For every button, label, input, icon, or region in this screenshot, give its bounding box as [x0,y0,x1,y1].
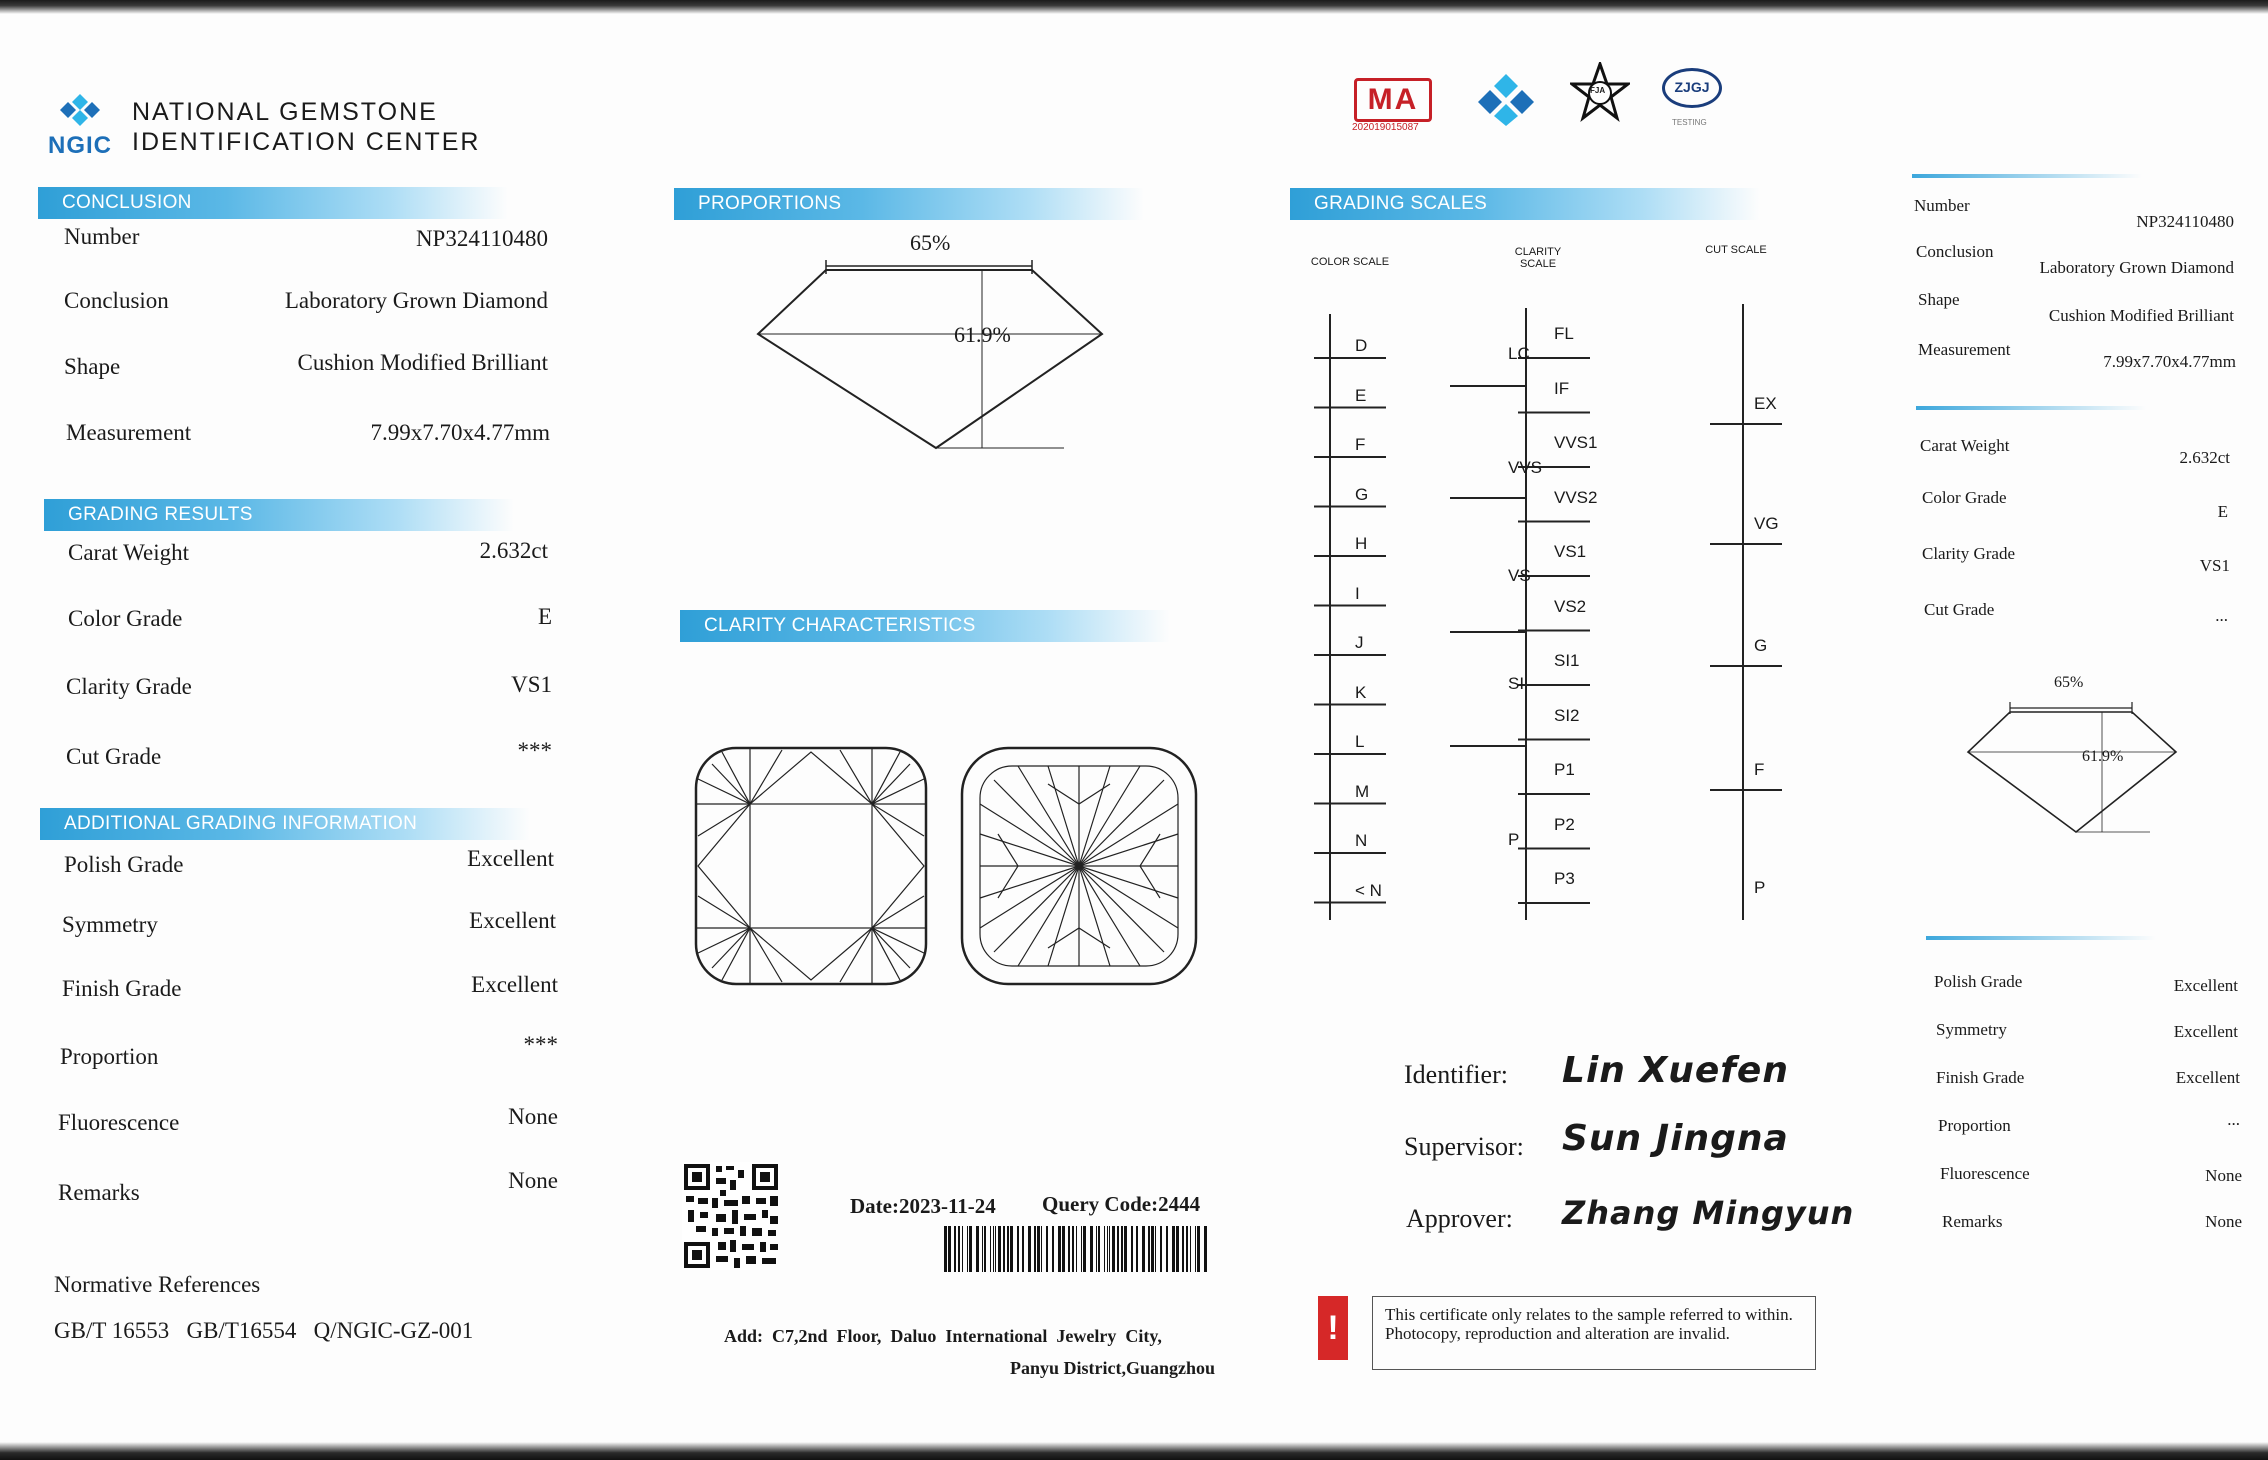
summary-value-fluorescence: None [2205,1166,2242,1185]
summary-label-fluorescence: Fluorescence [1940,1164,2030,1183]
cut-grade-value: *** [517,738,552,763]
approver-signature: Zhang Mingyun [1562,1194,1855,1232]
page-edge-bottom [0,1442,2268,1460]
barcode-bar [1142,1226,1145,1272]
clarity-grade-label: P1 [1554,760,1575,779]
summary-rule-2 [1916,406,2146,410]
remarks-value: None [508,1168,558,1193]
approver-label: Approver: [1406,1204,1513,1233]
color-grade-label: N [1355,831,1368,850]
color-grade-label: G [1355,484,1369,504]
conclusion-label-shape: Shape [64,354,121,379]
barcode-bar [982,1226,983,1272]
fja-text: FJA [1590,86,1606,95]
barcode-bar [1098,1226,1100,1272]
summary-label-remarks: Remarks [1942,1212,2003,1231]
proportion-value: *** [523,1032,558,1057]
conclusion-label-number: Number [64,224,140,249]
clarity-group-label: SI [1508,674,1525,693]
polish-grade-label: Polish Grade [64,852,184,877]
summary-value-shape: Cushion Modified Brilliant [2048,306,2234,325]
identifier-label: Identifier: [1404,1060,1508,1089]
conclusion-label-measurement: Measurement [66,420,192,445]
barcode-bar [1148,1226,1150,1272]
summary-label-carat-weight: Carat Weight [1920,436,2010,455]
color-grade-label: < N [1355,880,1382,900]
barcode-bar [1176,1226,1179,1272]
fluorescence-label: Fluorescence [58,1110,180,1135]
address-line2: Panyu District,Guangzhou [1010,1358,1216,1378]
identifier-signature: Lin Xuefen [1562,1050,1789,1091]
clarity-grade-label: Clarity Grade [66,674,192,699]
conclusion-label-conclusion: Conclusion [64,288,169,313]
summary-value-polish-grade: Excellent [2173,976,2238,995]
finish-grade-label: Finish Grade [62,976,182,1001]
barcode-bar [1017,1226,1019,1272]
summary-label-polish-grade: Polish Grade [1934,972,2023,991]
barcode-bar [1151,1226,1154,1272]
color-grade-label: Color Grade [68,606,183,631]
cut-grade-label: P [1754,878,1766,897]
barcode-bar [1166,1226,1168,1272]
color-grade-label: D [1355,336,1368,355]
barcode-bar [1058,1226,1061,1272]
cut-grade-label: VG [1754,514,1779,533]
clarity-scale-title: CLARITY SCALE [1514,246,1562,270]
barcode-bar [1034,1226,1036,1272]
clarity-grade-label: FL [1554,324,1574,343]
cma-number: 202019015087 [1352,122,1419,133]
barcode-bar [967,1226,968,1272]
barcode-bar [976,1226,979,1272]
cut-scale-title: CUT SCALE [1705,244,1767,256]
color-grade-label: M [1355,781,1370,801]
barcode-bar [984,1226,986,1272]
summary-value-clarity-grade: VS1 [2199,556,2230,575]
cma-text: MA [1367,83,1419,116]
barcode-bar [1204,1226,1207,1272]
barcode-bar [962,1226,963,1272]
barcode-bar [1083,1226,1086,1272]
summary-label-conclusion: Conclusion [1916,242,1994,261]
barcode-bar [1010,1226,1013,1272]
barcode-bar [954,1226,956,1272]
additional-banner: ADDITIONAL GRADING INFORMATION [40,808,530,840]
clarity-characteristics-banner: CLARITY CHARACTERISTICS [680,610,1170,642]
polish-grade-value: Excellent [467,846,554,871]
summary-label-proportion: Proportion [1938,1116,2011,1135]
barcode-bar [1052,1226,1054,1272]
summary-label-symmetry: Symmetry [1936,1020,2007,1039]
summary-label-measurement: Measurement [1918,340,2011,359]
summary-value-number: NP324110480 [2136,212,2234,231]
barcode-bar [1131,1226,1133,1272]
barcode-bar [1160,1226,1162,1272]
logo-text: NGIC [48,132,112,159]
summary-value-conclusion: Laboratory Grown Diamond [2039,258,2234,277]
clarity-grade-label: VS1 [1554,542,1587,561]
summary-value-finish-grade: Excellent [2175,1068,2240,1087]
grading-results-banner: GRADING RESULTS [44,499,514,531]
barcode-bar [1007,1226,1009,1272]
warning-icon: ! [1318,1296,1348,1360]
fluorescence-value: None [508,1104,558,1129]
color-grade-label: J [1355,633,1364,652]
remarks-label: Remarks [58,1180,140,1205]
org-name-line1: NATIONAL GEMSTONE [132,98,438,126]
summary-proportions-diagram [1960,690,2190,836]
clarity-group-label: VVS [1508,458,1543,477]
barcode-bar [1068,1226,1070,1272]
barcode-bar [958,1226,960,1272]
barcode-bar [1062,1226,1065,1272]
barcode-bar [1090,1226,1093,1272]
color-grade-label: E [1355,385,1367,405]
barcode-bar [1037,1226,1040,1272]
summary-depth-percent: 61.9% [2082,748,2124,765]
supervisor-label: Supervisor: [1404,1132,1524,1161]
table-percent: 65% [910,230,951,255]
barcode-bar [1197,1226,1200,1272]
issue-date: Date:2023-11-24 [850,1194,996,1218]
color-grade-label: F [1355,435,1366,454]
page-edge-top [0,0,2268,14]
conclusion-value-shape: Cushion Modified Brilliant [297,350,548,375]
pavilion-view-diagram [958,744,1200,988]
conclusion-value-measurement: 7.99x7.70x4.77mm [370,420,550,445]
barcode-bar [1096,1226,1097,1272]
summary-label-color-grade: Color Grade [1922,488,2007,507]
summary-value-remarks: None [2205,1212,2242,1231]
clarity-grade-label: IF [1554,378,1570,398]
clarity-grade-label: SI1 [1554,651,1580,670]
color-grade-label: H [1355,534,1368,553]
summary-value-proportion: ... [2227,1110,2240,1129]
finish-grade-value: Excellent [471,972,558,997]
summary-label-finish-grade: Finish Grade [1936,1068,2025,1087]
cma-badge [1354,78,1432,122]
color-grade-value: E [537,604,552,629]
color-grade-label: K [1355,682,1367,702]
barcode-bar [1117,1226,1119,1272]
barcode-bar [1186,1226,1188,1272]
clarity-grade-label: SI2 [1554,705,1580,725]
proportions-diagram [748,230,1118,462]
barcode-bar [1072,1226,1074,1272]
crown-view-diagram [692,744,930,988]
proportion-label: Proportion [60,1044,159,1069]
color-scale-title: COLOR SCALE [1310,256,1390,268]
barcode-bar [1076,1226,1077,1272]
summary-value-carat-weight: 2.632ct [2179,448,2230,467]
summary-value-measurement: 7.99x7.70x4.77mm [2103,352,2236,371]
org-name-line2: IDENTIFICATION CENTER [132,128,481,156]
barcode-bar [1124,1226,1127,1272]
cut-grade-label: F [1754,760,1765,779]
barcode-bar [1028,1226,1031,1272]
barcode-bar [1109,1226,1110,1272]
conclusion-value-number: NP324110480 [415,226,548,251]
summary-label-number: Number [1914,196,1970,215]
warning-text: This certificate only relates to the sample referred to within. Photocopy, reproduction and alteration are invalid. [1372,1296,1816,1370]
normative-references-text: GB/T 16553 GB/T16554 Q/NGIC-GZ-001 [54,1318,474,1343]
barcode-bar [998,1226,1001,1272]
barcode-bar [1172,1226,1175,1272]
barcode-bar [1104,1226,1105,1272]
clarity-group-label: VS [1508,566,1531,585]
summary-value-symmetry: Excellent [2173,1022,2238,1041]
ngic-mark-icon [1472,70,1540,128]
conclusion-banner: CONCLUSION [38,187,508,219]
clarity-grade-label: VVS1 [1554,433,1598,452]
barcode [942,1226,1212,1274]
barcode-bar [944,1226,947,1272]
barcode-bar [995,1226,996,1272]
address-line1: Add: C7,2nd Floor, Daluo International Jewelry City, [724,1326,1162,1346]
clarity-grade-label: P3 [1554,869,1575,888]
barcode-bar [993,1226,994,1272]
cut-grade-label: Cut Grade [66,744,162,769]
symmetry-label: Symmetry [62,912,158,937]
cut-grade-label: G [1754,636,1768,655]
carat-weight-label: Carat Weight [68,540,189,565]
barcode-bar [1182,1226,1184,1272]
barcode-bar [948,1226,951,1272]
conclusion-value-conclusion: Laboratory Grown Diamond [284,288,548,313]
barcode-bar [1195,1226,1196,1272]
barcode-bar [1121,1226,1123,1272]
barcode-bar [1155,1226,1156,1272]
summary-rule-3 [1926,936,2156,940]
barcode-bar [969,1226,972,1272]
grading-scales-banner: GRADING SCALES [1290,188,1760,220]
barcode-bar [1041,1226,1042,1272]
summary-label-shape: Shape [1918,290,1960,309]
clarity-grade-label: P2 [1554,814,1575,834]
summary-label-clarity-grade: Clarity Grade [1922,544,2015,563]
color-grade-label: I [1355,583,1360,603]
summary-rule-1 [1912,174,2142,178]
color-grade-label: L [1355,732,1365,751]
zjgj-text: ZJGJ [1674,79,1710,95]
barcode-bar [1107,1226,1108,1272]
barcode-bar [990,1226,991,1272]
barcode-bar [1112,1226,1115,1272]
summary-value-cut-grade: ... [2215,606,2228,625]
barcode-bar [1190,1226,1191,1272]
cut-grade-label: EX [1754,394,1777,413]
proportions-banner: PROPORTIONS [674,188,1144,220]
depth-percent: 61.9% [954,322,1011,347]
barcode-bar [1046,1226,1048,1272]
clarity-group-label: P [1508,830,1520,849]
qr-code[interactable] [682,1162,780,1270]
clarity-grade-label: VVS2 [1554,487,1598,507]
zjgj-sub: TESTING [1672,118,1707,127]
carat-weight-value: 2.632ct [479,538,548,563]
barcode-bar [1081,1226,1082,1272]
barcode-bar [1136,1226,1138,1272]
zjgj-badge [1662,68,1722,108]
clarity-grade-label: VS2 [1554,596,1587,616]
summary-table-percent: 65% [2054,674,2084,691]
clarity-group-label: LC [1508,344,1530,363]
summary-label-cut-grade: Cut Grade [1924,600,1995,619]
barcode-bar [1003,1226,1005,1272]
query-code: Query Code:2444 [1042,1192,1201,1216]
supervisor-signature: Sun Jingna [1562,1118,1789,1159]
barcode-bar [1022,1226,1024,1272]
summary-value-color-grade: E [2217,502,2228,521]
normative-references-title: Normative References [54,1272,261,1297]
symmetry-value: Excellent [469,908,556,933]
clarity-grade-value: VS1 [511,672,552,697]
